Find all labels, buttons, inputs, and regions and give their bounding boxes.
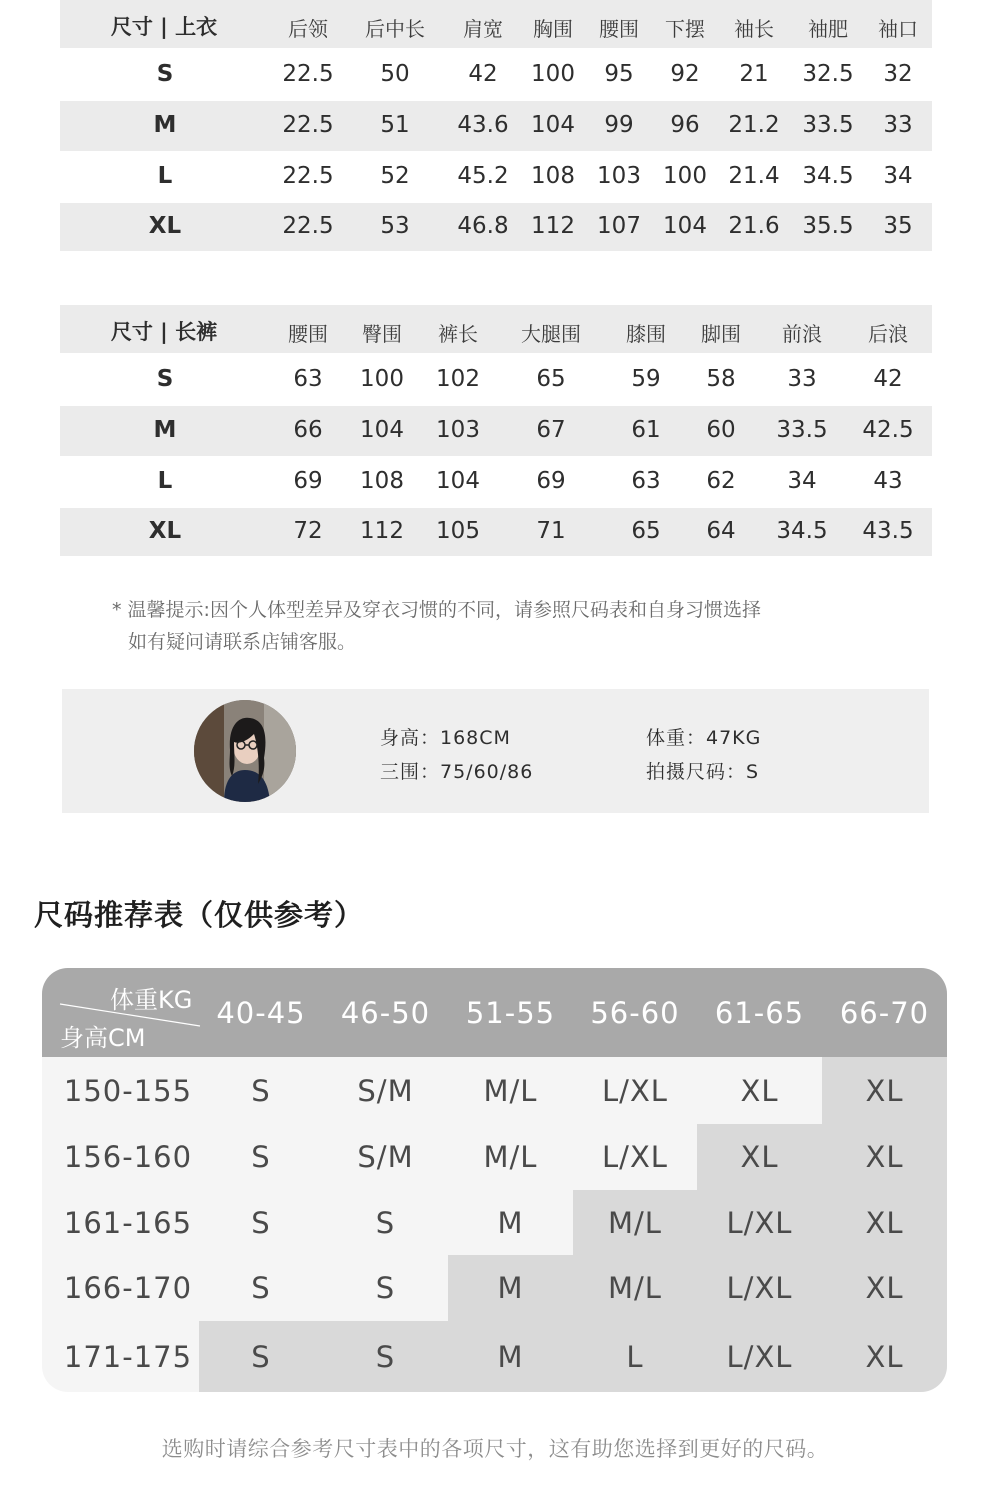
recommend-size-cell: L/XL (726, 1271, 793, 1305)
size-label: S (156, 61, 174, 87)
top-table-title: 尺寸 | 上衣 (110, 15, 218, 39)
pants-col-header: 臀围 (362, 322, 402, 346)
recommend-size-cell: XL (865, 1140, 904, 1174)
size-label: XL (148, 213, 182, 239)
model-shoot-size: 拍摄尺码：S (646, 761, 760, 783)
table-cell: 100 (663, 163, 707, 189)
weight-range-header: 51-55 (465, 995, 556, 1030)
recommend-size-cell: XL (740, 1140, 779, 1174)
top-col-header: 下摆 (665, 17, 705, 41)
recommend-size-cell: S/M (357, 1140, 414, 1174)
table-cell: 104 (663, 213, 707, 239)
table-cell: 32.5 (802, 61, 854, 87)
recommend-size-cell: XL (865, 1339, 904, 1374)
table-cell: 42 (873, 366, 903, 392)
table-cell: 22.5 (282, 61, 334, 87)
height-range-label: 171-175 (63, 1339, 193, 1374)
weight-range-header: 56-60 (590, 995, 680, 1030)
recommend-size-cell: S (251, 1205, 271, 1240)
table-cell: 22.5 (282, 213, 334, 239)
table-cell: 35 (883, 213, 913, 239)
table-cell: 42.5 (862, 417, 914, 443)
pants-col-header: 膝围 (626, 322, 666, 346)
pants-table-row (60, 456, 932, 508)
table-cell: 112 (360, 518, 404, 544)
pants-col-header: 裤长 (438, 322, 478, 346)
top-table-header (60, 0, 932, 48)
table-cell: 63 (293, 366, 323, 392)
table-cell: 112 (531, 213, 575, 239)
recommend-grid-header (42, 968, 947, 1057)
model-info-panel (62, 689, 929, 813)
table-cell: 60 (706, 417, 736, 443)
pants-col-header: 前浪 (782, 322, 822, 346)
table-cell: 96 (670, 112, 700, 138)
pants-table-row (60, 508, 932, 556)
recommend-size-cell: XL (865, 1073, 904, 1108)
table-cell: 51 (380, 112, 410, 138)
size-note-line1: * 温馨提示:因个人体型差异及穿衣习惯的不同，请参照尺码表和自身习惯选择 (112, 599, 761, 621)
table-cell: 67 (536, 417, 566, 443)
table-cell: 33.5 (802, 112, 854, 138)
recommend-size-cell: M (497, 1339, 524, 1374)
weight-range-header: 61-65 (714, 995, 805, 1030)
table-cell: 61 (631, 417, 661, 443)
pants-col-header: 脚围 (701, 322, 741, 346)
table-cell: 62 (706, 468, 736, 494)
top-col-header: 袖肥 (808, 17, 848, 41)
recommend-title: 尺码推荐表（仅供参考） (34, 898, 365, 932)
table-cell: 46.8 (457, 213, 509, 239)
table-cell: 32 (883, 61, 913, 87)
recommend-size-cell: M/L (483, 1140, 538, 1174)
table-cell: 100 (531, 61, 575, 87)
size-label: L (157, 163, 173, 189)
recommend-size-cell: L (626, 1339, 644, 1374)
table-cell: 21.6 (728, 213, 780, 239)
height-range-label: 150-155 (63, 1073, 193, 1108)
recommend-size-cell: S (375, 1339, 396, 1374)
size-label: XL (148, 518, 182, 544)
table-cell: 105 (436, 518, 480, 544)
table-cell: 22.5 (282, 112, 334, 138)
size-label: M (153, 112, 177, 138)
footer-tip: 选购时请综合参考尺寸表中的各项尺寸，这有助您选择到更好的尺码。 (161, 1437, 829, 1461)
recommend-size-cell: XL (865, 1271, 904, 1305)
pants-col-header: 腰围 (288, 322, 328, 346)
table-cell: 33.5 (776, 417, 828, 443)
model-weight: 体重：47KG (646, 727, 762, 749)
size-recommend-grid (42, 968, 947, 1392)
table-cell: 108 (360, 468, 404, 494)
pants-table-title: 尺寸 | 长裤 (110, 320, 218, 344)
top-col-header: 后领 (288, 17, 328, 41)
table-cell: 34.5 (802, 163, 854, 189)
recommend-size-cell: S (251, 1271, 271, 1305)
size-label: M (153, 417, 177, 443)
table-cell: 21.2 (728, 112, 780, 138)
table-cell: 71 (536, 518, 566, 544)
weight-range-header: 46-50 (340, 995, 431, 1030)
table-cell: 34 (883, 163, 913, 189)
table-cell: 65 (631, 518, 661, 544)
table-cell: 21 (739, 61, 769, 87)
table-cell: 33 (787, 366, 817, 392)
table-cell: 59 (631, 366, 661, 392)
table-cell: 43.6 (457, 112, 509, 138)
table-cell: 107 (597, 213, 641, 239)
weight-range-header: 66-70 (839, 995, 930, 1030)
table-cell: 33 (883, 112, 913, 138)
table-cell: 104 (436, 468, 480, 494)
height-range-label: 166-170 (63, 1271, 193, 1305)
table-cell: 34 (787, 468, 817, 494)
table-cell: 100 (360, 366, 404, 392)
top-col-header: 袖口 (878, 17, 918, 41)
table-cell: 21.4 (728, 163, 780, 189)
size-note-line2: 如有疑问请联系店铺客服。 (128, 631, 357, 653)
recommend-size-cell: M/L (608, 1271, 662, 1305)
recommend-size-cell: M/L (608, 1205, 662, 1240)
top-col-header: 肩宽 (463, 17, 503, 41)
recommend-size-cell: M/L (483, 1073, 538, 1108)
recommend-size-cell: M (497, 1271, 524, 1305)
table-cell: 52 (380, 163, 410, 189)
table-cell: 103 (597, 163, 641, 189)
table-cell: 43 (873, 468, 903, 494)
table-cell: 92 (670, 61, 700, 87)
table-cell: 50 (380, 61, 410, 87)
top-col-header: 袖长 (734, 17, 774, 41)
table-cell: 99 (604, 112, 634, 138)
table-cell: 35.5 (802, 213, 854, 239)
table-cell: 64 (706, 518, 736, 544)
model-height: 身高：168CM (380, 727, 511, 749)
recommend-size-cell: M (497, 1205, 524, 1240)
table-cell: 65 (536, 366, 566, 392)
recommend-size-cell: L/XL (726, 1205, 793, 1240)
top-table-row (60, 203, 932, 251)
table-cell: 53 (380, 213, 410, 239)
model-measurements: 三围：75/60/86 (380, 761, 534, 783)
model-avatar (194, 700, 296, 802)
pants-table-row (60, 406, 932, 456)
pants-col-header: 后浪 (868, 322, 908, 346)
table-cell: 104 (531, 112, 575, 138)
table-cell: 72 (293, 518, 323, 544)
recommend-size-cell: S (251, 1073, 271, 1108)
recommend-size-cell: S (375, 1271, 396, 1305)
recommend-size-cell: S/M (357, 1073, 414, 1108)
size-label: S (156, 366, 174, 392)
recommend-size-cell: XL (740, 1073, 779, 1108)
top-col-header: 胸围 (533, 17, 573, 41)
recommend-size-cell: S (375, 1205, 396, 1240)
recommend-size-cell: L/XL (726, 1339, 793, 1374)
top-col-header: 后中长 (365, 17, 425, 41)
top-table-row (60, 151, 932, 203)
table-cell: 69 (536, 468, 566, 494)
height-range-label: 161-165 (63, 1205, 193, 1240)
table-cell: 66 (293, 417, 323, 443)
size-label: L (157, 468, 173, 494)
table-cell: 43.5 (862, 518, 914, 544)
table-cell: 42 (468, 61, 498, 87)
table-cell: 34.5 (776, 518, 828, 544)
size-note (112, 594, 761, 658)
recommend-size-cell: L/XL (602, 1140, 668, 1174)
table-cell: 45.2 (457, 163, 509, 189)
table-cell: 58 (706, 366, 736, 392)
table-cell: 102 (436, 366, 480, 392)
top-table-row (60, 101, 932, 151)
pants-table-header (60, 305, 932, 353)
height-range-label: 156-160 (63, 1140, 193, 1174)
table-cell: 108 (531, 163, 575, 189)
table-cell: 103 (436, 417, 480, 443)
height-axis-label: 身高CM (60, 1024, 146, 1052)
weight-axis-label: 体重KG (110, 986, 193, 1014)
pants-table-row (60, 353, 932, 406)
top-table-row (60, 48, 932, 101)
top-col-header: 腰围 (599, 17, 639, 41)
weight-range-header: 40-45 (216, 995, 306, 1030)
table-cell: 22.5 (282, 163, 334, 189)
pants-col-header: 大腿围 (521, 322, 581, 346)
model-photo-icon (194, 700, 296, 802)
table-cell: 69 (293, 468, 323, 494)
recommend-size-cell: L/XL (602, 1073, 668, 1108)
recommend-size-cell: S (251, 1339, 271, 1374)
table-cell: 95 (604, 61, 634, 87)
recommend-size-cell: S (251, 1140, 271, 1174)
table-cell: 104 (360, 417, 404, 443)
table-cell: 63 (631, 468, 661, 494)
recommend-size-cell: XL (865, 1205, 904, 1240)
